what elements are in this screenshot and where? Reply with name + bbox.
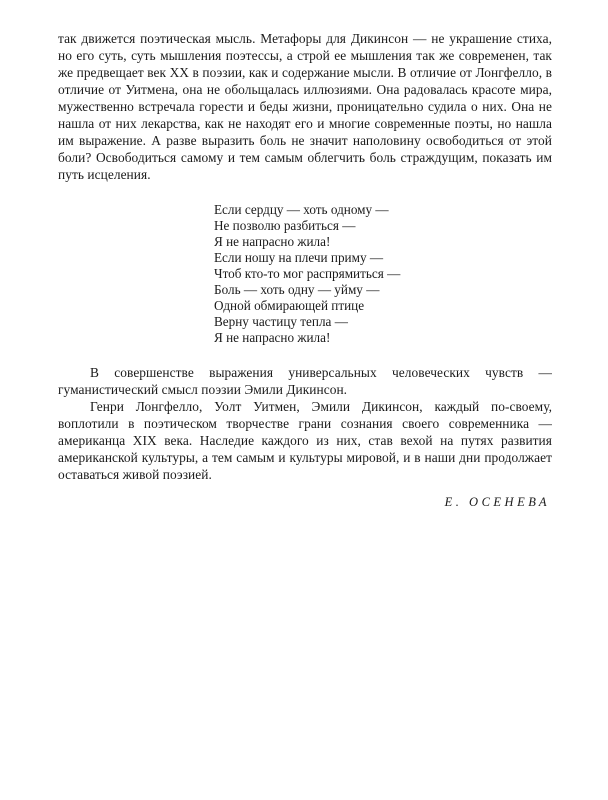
poem-line: Одной обмирающей птице — [214, 298, 365, 313]
paragraph-continuation: так движется поэтическая мысль. Метафоры для Дикинсон — не украшение стиха, но его суть, суть мышления поэтессы, а строй ее мышления так же современен, так же предвещает век XX в поэзии, как и содержание мысли. В отличие от Лонгфелло, в отличие от Уитмена, она не обольщалась иллюзиями. Она радовалась красоте мира, мужественно встречала горести и беды жизни, проницательно судила о них. Она не нашла от них лекарства, как не находят его и многие современные поэты, но нашла им выражение. А разве выразить боль не значит наполовину освободиться от этой боли? Освободиться самому и тем самым облегчить боль страждущим, показать им путь исцеления. — [58, 31, 552, 182]
poem-line: Боль — хоть одну — уйму — — [214, 282, 380, 297]
poem-line: Если сердцу — хоть одному — — [214, 202, 389, 217]
paragraph-humanism: В совершенстве выражения универсальных человеческих чувств — гуманистический смысл поэзии Эмили Дикинсон. — [58, 365, 552, 397]
poem-line: Я не напрасно жила! — [214, 234, 331, 249]
poem-line: Я не напрасно жила! — [214, 330, 331, 345]
poem-block — [58, 202, 552, 346]
poem-line: Чтоб кто-то мог распрямиться — — [214, 266, 401, 281]
poem-line: Если ношу на плечи приму — — [214, 250, 384, 265]
poem-line: Не позволю разбиться — — [214, 218, 356, 233]
poem-line: Верну частицу тепла — — [214, 314, 348, 329]
paragraph-conclusion: Генри Лонгфелло, Уолт Уитмен, Эмили Дикинсон, каждый по-своему, воплотили в поэтическом творчестве грани сознания своего современника — американца XIX века. Наследие каждого из них, став вехой на путях развития американской культуры, а тем самым и культуры мировой, и в наши дни продолжает оставаться живой поэзией. — [58, 399, 552, 482]
author-signature: Е. ОСЕНЕВА — [444, 495, 550, 509]
spacer — [58, 346, 552, 364]
document-page — [58, 30, 552, 510]
